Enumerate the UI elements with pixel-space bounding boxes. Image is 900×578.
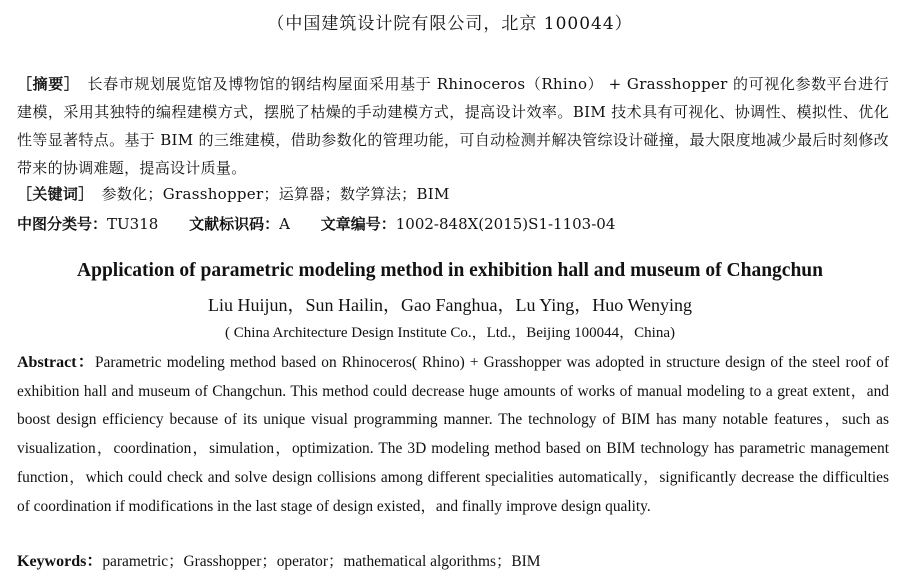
chinese-abstract — [17, 70, 889, 182]
document-code-label: 文献标识码： — [189, 215, 280, 233]
document-code-value: A — [279, 215, 290, 233]
clc-value: TU318 — [107, 215, 159, 233]
english-abstract — [17, 349, 889, 521]
clc-label: 中图分类号： — [17, 215, 108, 233]
english-keywords — [17, 548, 889, 571]
chinese-abstract-label: ［摘要］ — [17, 75, 80, 93]
chinese-keywords — [17, 183, 889, 204]
document-code — [189, 215, 290, 233]
clc-number — [17, 215, 158, 233]
english-title: Application of parametric modeling method in exhibition hall and museum of Changchun — [77, 260, 823, 281]
article-number-value: 1002-848X(2015)S1-1103-04 — [395, 215, 616, 233]
chinese-affiliation: （中国建筑设计院有限公司，北京 100044） — [267, 14, 633, 34]
chinese-keywords-text: 参数化；Grasshopper；运算器；数学算法；BIM — [101, 185, 450, 203]
english-authors: Liu Huijun，Sun Hailin，Gao Fanghua，Lu Ying，Huo Wenying — [207, 295, 693, 315]
english-abstract-text: Parametric modeling method based on Rhinoceros( Rhino) + Grasshopper was adopted in structure design of the steel roof of exhibition hall and museum of Changchun. This method could decrease huge amounts of works of manual modeling to a great extent，and boost design efficiency because of its unique visual programming manner. The technology of BIM has many notable features，such as visualization，coordination，simulation，optimization. The 3D modeling method based on BIM technology has parametric management function，which could check and solve design collisions among different specialities automatically，significantly decrease the difficulties of coordination if modifications in the last stage of design existed，and finally improve design quality. — [17, 354, 889, 515]
chinese-metadata — [17, 213, 889, 234]
article-number-label: 文章编号： — [320, 215, 396, 233]
article-number — [321, 215, 616, 233]
english-keywords-text: parametric；Grasshopper；operator；mathematical algorithms；BIM — [102, 553, 541, 570]
english-keywords-label: Keywords： — [17, 553, 103, 570]
english-affiliation: ( China Architecture Design Institute Co.，Ltd.，Beijing 100044，China) — [225, 325, 675, 341]
english-abstract-label: Abstract： — [17, 354, 95, 371]
chinese-keywords-label: ［关键词］ — [17, 185, 94, 203]
chinese-abstract-text: 长春市规划展览馆及博物馆的钢结构屋面采用基于 Rhinoceros（Rhino） + Grasshopper 的可视化参数平台进行建模，采用其独特的编程建模方式，摆脱了枯燥的手动建模方式，提高设计效率。BIM 技术具有可视化、协调性、模拟性、优化性等显著特点。基于 BIM 的三维建模，借助参数化的管理功能，可自动检测并解决管综设计碰撞，最大限度地减少最后时刻修改带来的协调难题，提高设计质量。 — [17, 75, 889, 177]
